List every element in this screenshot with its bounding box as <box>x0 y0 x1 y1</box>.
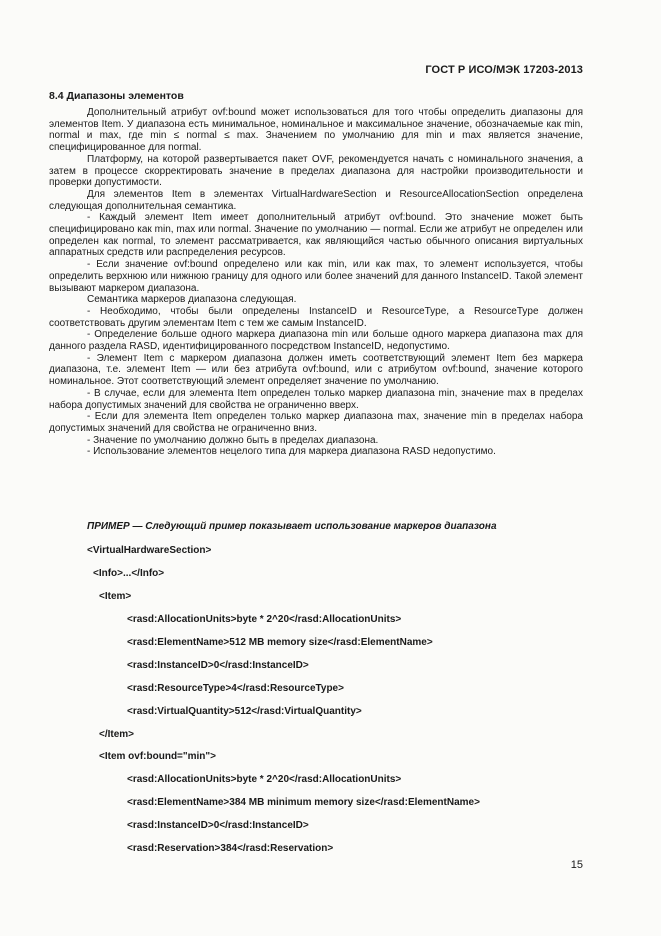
paragraph: Дополнительный атрибут ovf:bound может использоваться для того чтобы определить диапазоны для элементов Item. У диапазона есть минимальное, номинальное и максимальное значение, обозначаемые как min, normal и max, где min ≤ normal ≤ max. Значением по умолчанию для min и max является значение, специфицированное для normal. <box>49 107 583 154</box>
paragraph: Семантика маркеров диапазона следующая. <box>87 294 297 306</box>
code-line: <rasd:AllocationUnits>byte * 2^20</rasd:AllocationUnits> <box>127 614 402 625</box>
list-item: - Каждый элемент Item имеет дополнительный атрибут ovf:bound. Это значение может быть специфицировано как min, max или normal. Значение по умолчанию — normal. Если же атрибут не определен или определен как normal, то элемент рассматривается, как являющийся частью обычного описания виртуальных аппаратных средств или распределения ресурсов. <box>49 212 583 259</box>
page-number: 15 <box>570 859 583 871</box>
body-text <box>49 107 583 458</box>
code-line: <Item ovf:bound="min"> <box>99 751 216 762</box>
paragraph: Платформу, на которой развертывается пакет OVF, рекомендуется начать с номинального значения, а затем в процессе скорректировать значение в пределах диапазона для настройки производительности и проверки допустимости. <box>49 153 583 189</box>
list-item: - Использование элементов нецелого типа для маркера диапазона RASD недопустимо. <box>87 446 496 458</box>
list-item: - Необходимо, чтобы были определены InstanceID и ResourceType, а ResourceType должен соответствовать другим элементам Item с тем же самым InstanceID. <box>49 305 583 329</box>
list-item: - В случае, если для элемента Item определен только маркер диапазона min, значение max в пределах набора допустимых значений для свойства не ограниченно вверх. <box>49 387 583 411</box>
code-line: <rasd:ResourceType>4</rasd:ResourceType> <box>127 683 344 694</box>
list-item: - Элемент Item с маркером диапазона должен иметь соответствующий элемент Item без маркера диапазона, т.е. элемент Item — или без атрибута ovf:bound, или с атрибутом ovf:bound, значение которого номинальное. Этот соответствующий элемент определяет значение по умолчанию. <box>49 352 583 388</box>
code-line: <VirtualHardwareSection> <box>87 545 212 556</box>
list-item: - Если для элемента Item определен только маркер диапазона max, значение min в пределах набора допустимых значений для свойства не ограниченно вниз. <box>49 411 583 434</box>
code-line: <rasd:Reservation>384</rasd:Reservation> <box>127 843 334 854</box>
code-line: </Item> <box>99 729 135 740</box>
list-item: - Если значение ovf:bound определено или как min, или как max, то элемент используется, чтобы определить верхнюю или нижнюю границу для одного или более значений для данного InstanceID. Такой элемент вызывают маркером диапазона. <box>49 259 583 294</box>
list-item: - Значение по умолчанию должно быть в пределах диапазона. <box>87 434 379 446</box>
code-line: <Info>...</Info> <box>93 568 165 579</box>
code-line: <rasd:ElementName>384 MB minimum memory size</rasd:ElementName> <box>127 797 480 808</box>
document-header: ГОСТ Р ИСО/МЭК 17203-2013 <box>425 64 583 76</box>
code-line: <rasd:ElementName>512 MB memory size</rasd:ElementName> <box>127 637 433 648</box>
example-caption: ПРИМЕР — Следующий пример показывает использование маркеров диапазона <box>87 521 497 532</box>
section-title: 8.4 Диапазоны элементов <box>49 90 184 102</box>
code-line: <rasd:InstanceID>0</rasd:InstanceID> <box>127 660 309 671</box>
code-line: <rasd:AllocationUnits>byte * 2^20</rasd:AllocationUnits> <box>127 774 402 785</box>
paragraph: Для элементов Item в элементах VirtualHardwareSection и ResourceAllocationSection определена следующая дополнительная семантика. <box>49 188 583 212</box>
list-item: - Определение больше одного маркера диапазона min или больше одного маркера диапазона max для данного раздела RASD, идентифицированного посредством InstanceID, недопустимо. <box>49 329 583 353</box>
code-line: <rasd:VirtualQuantity>512</rasd:VirtualQuantity> <box>127 706 362 717</box>
code-line: <Item> <box>99 591 132 602</box>
code-line: <rasd:InstanceID>0</rasd:InstanceID> <box>127 820 309 831</box>
